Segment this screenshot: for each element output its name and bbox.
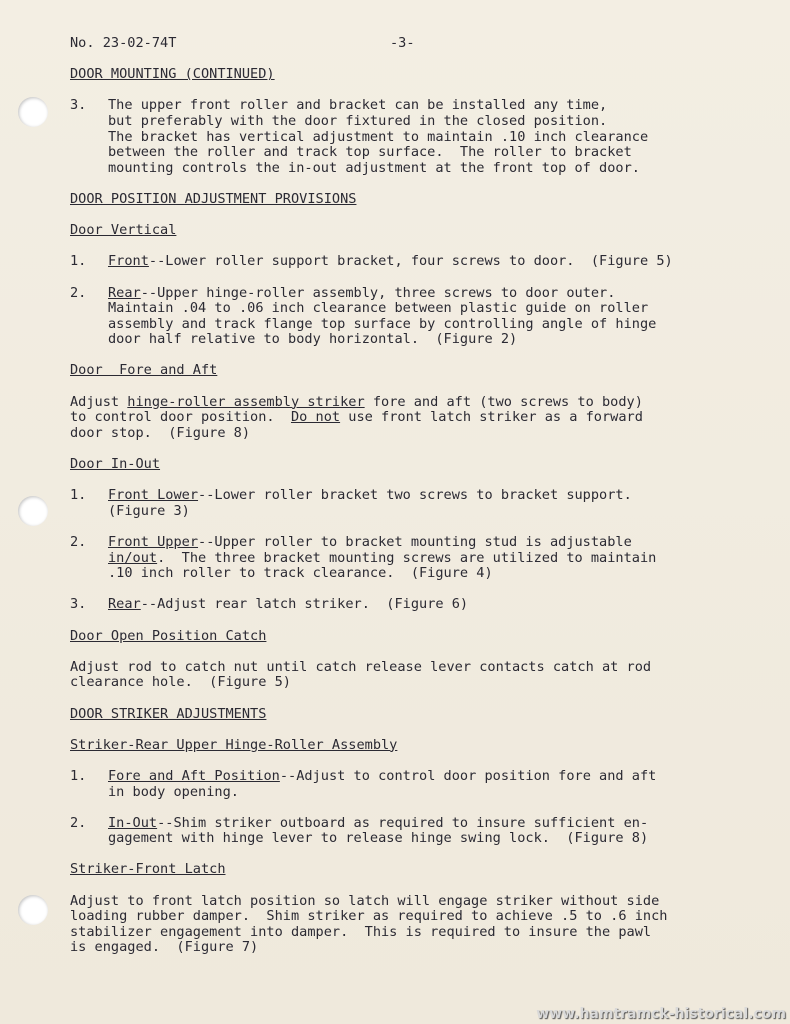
item-term: Rear	[108, 284, 141, 301]
item-number: 2.	[70, 814, 87, 831]
emphasized-term: hinge-roller assembly striker	[127, 393, 365, 410]
paragraph-line: between the roller and track top surface. The roller to bracket	[108, 144, 632, 161]
item-number: 1.	[70, 253, 87, 270]
list-item	[70, 254, 770, 270]
section-heading: DOOR STRIKER ADJUSTMENTS	[70, 705, 267, 722]
item-text: --Lower roller support bracket, four screws to door. (Figure 5)	[148, 253, 673, 270]
document-number: No. 23-02-74T	[70, 35, 177, 51]
emphasized-term: in/out	[108, 549, 158, 566]
paragraph-line: door stop. (Figure 8)	[70, 424, 251, 441]
binder-hole	[18, 97, 48, 127]
section-heading: DOOR MOUNTING (CONTINUED)	[70, 66, 275, 83]
paragraph-line: is engaged. (Figure 7)	[70, 939, 259, 956]
binder-hole	[18, 496, 48, 526]
paragraph-line: Adjust hinge-roller assembly striker fore and aft (two screws to body)	[70, 393, 643, 410]
paragraph-line: (Figure 3)	[108, 502, 190, 519]
paragraph-line: in/out. The three bracket mounting screws are utilized to maintain	[108, 549, 657, 566]
item-text: --Adjust rear latch striker. (Figure 6)	[140, 596, 469, 613]
item-text: --Lower roller bracket two screws to bracket support.	[198, 487, 632, 504]
subsection-heading: Door Open Position Catch	[70, 627, 267, 644]
item-text: --Upper roller to bracket mounting stud is adjustable	[198, 534, 632, 550]
section-heading: DOOR POSITION ADJUSTMENT PROVISIONS	[70, 190, 357, 207]
emphasized-term: Do not	[290, 409, 341, 426]
item-term: Rear	[108, 596, 141, 613]
paragraph-line: Maintain .04 to .06 inch clearance between plastic guide on roller	[108, 300, 649, 317]
subsection-heading: Door Vertical	[70, 222, 177, 239]
page-header	[70, 36, 770, 52]
item-term: Front Lower	[108, 487, 199, 504]
item-number: 3.	[70, 596, 87, 613]
paragraph-line: assembly and track flange top surface by controlling angle of hinge	[108, 315, 657, 332]
paragraph-line: Adjust rod to catch nut until catch release lever contacts catch at rod	[70, 658, 652, 675]
paragraph-line: loading rubber damper. Shim striker as required to achieve .5 to .6 inch	[70, 908, 668, 925]
paragraph-line: Adjust to front latch position so latch will engage striker without side	[70, 892, 660, 909]
paragraph-line: The upper front roller and bracket can be installed any time,	[108, 97, 608, 114]
paragraph-line: clearance hole. (Figure 5)	[70, 674, 291, 691]
paragraph-line: to control door position. Do not use front latch striker as a forward	[70, 409, 643, 426]
list-item	[70, 535, 770, 582]
item-text: --Shim striker outboard as required to insure sufficient en-	[157, 814, 649, 831]
page-number: -3-	[390, 35, 415, 51]
paragraph-line: but preferably with the door fixtured in the closed position.	[108, 112, 608, 129]
list-item	[70, 286, 770, 348]
paragraph-line: stabilizer engagement into damper. This is required to insure the pawl	[70, 923, 652, 940]
item-term: Fore and Aft Position	[108, 767, 280, 784]
subsection-heading: Striker-Front Latch	[70, 861, 226, 878]
subsection-heading: Door Fore and Aft	[70, 362, 218, 379]
item-term: Front	[108, 253, 149, 270]
watermark: www.hamtramck-historical.com	[536, 1006, 786, 1022]
paragraph-line: mounting controls the in-out adjustment at the front top of door.	[108, 159, 640, 176]
subsection-heading: Door In-Out	[70, 456, 161, 473]
document-body	[70, 36, 770, 956]
subsection-heading: Striker-Rear Upper Hinge-Roller Assembly	[70, 736, 398, 753]
item-number: 2.	[70, 284, 87, 301]
paragraph-line: The bracket has vertical adjustment to maintain .10 inch clearance	[108, 128, 649, 145]
item-number: 3.	[70, 97, 87, 114]
binder-hole	[18, 895, 48, 925]
item-number: 2.	[70, 534, 87, 550]
paragraph-line: gagement with hinge lever to release hinge swing lock. (Figure 8)	[108, 830, 649, 847]
list-item	[70, 98, 770, 176]
item-term: In-Out	[108, 814, 158, 831]
item-text: --Adjust to control door position fore and aft	[279, 767, 657, 784]
item-term: Front Upper	[108, 534, 199, 550]
paragraph-line: .10 inch roller to track clearance. (Figure 4)	[108, 565, 493, 582]
list-item	[70, 597, 770, 613]
paragraph-line: in body opening.	[108, 783, 239, 800]
item-number: 1.	[70, 767, 87, 784]
item-text: --Upper hinge-roller assembly, three screws to door outer.	[140, 284, 616, 301]
list-item	[70, 816, 770, 847]
list-item	[70, 488, 770, 519]
paragraph-line: door half relative to body horizontal. (Figure 2)	[108, 331, 518, 348]
item-number: 1.	[70, 487, 87, 504]
list-item	[70, 769, 770, 800]
